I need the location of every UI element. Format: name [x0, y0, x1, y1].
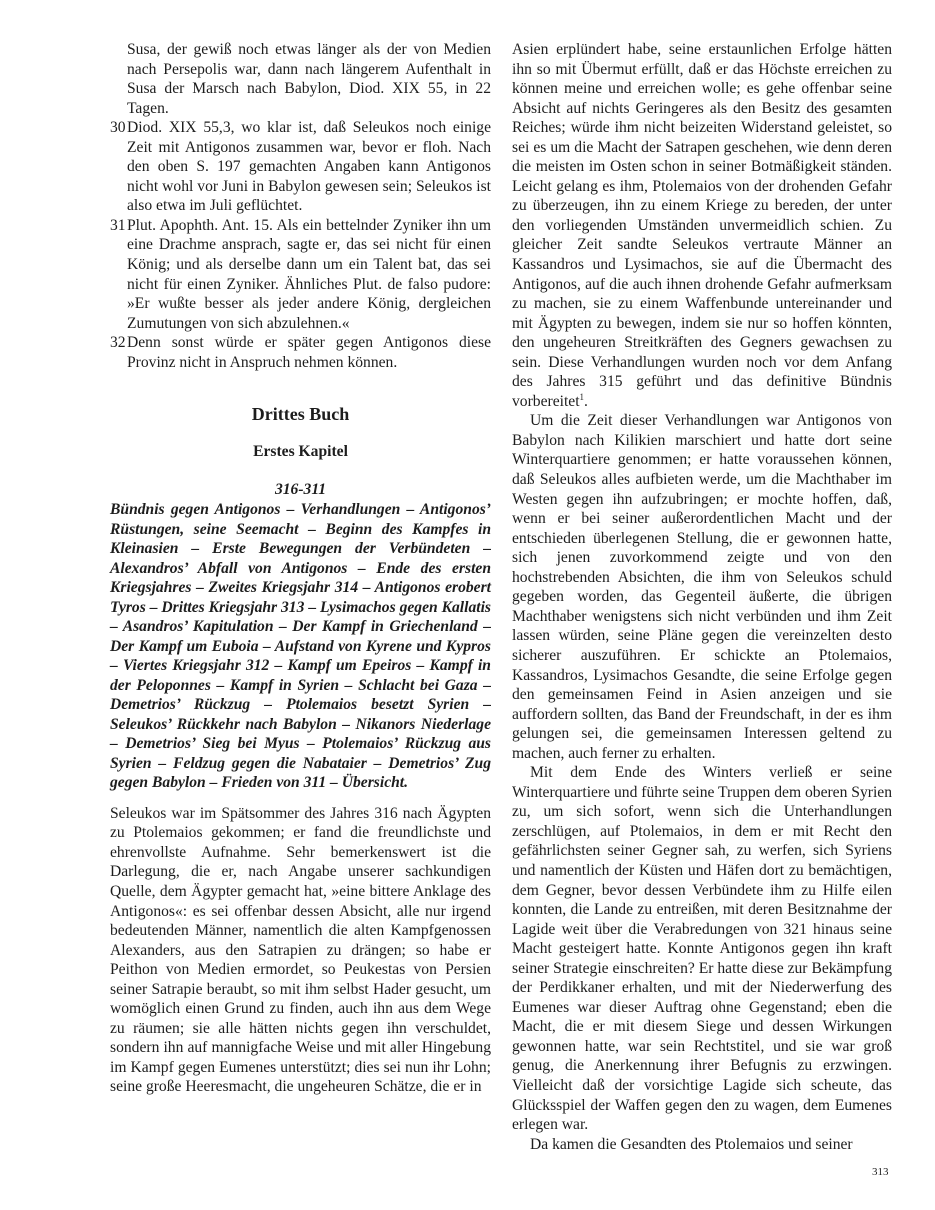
- body-paragraph: Mit dem Ende des Winters verließ er seine Winterquartiere und führte seine Truppen dem oberen Syrien zu, um sich sofort, wenn sich die Unterhandlungen zerschlügen, auf Ptolemaios, in dem er mit Recht den gefährlichsten seiner Gegner sah, zu werfen, sich Syriens und namentlich der Küsten und Häfen dort zu bemächtigen, dem Gegner, bevor dessen Verbündete ihm zu Hilfe eilen konnten, die Lande zu entreißen, mit deren Besitznahme der Lagide weit über die Verabredungen von 321 hinaus seine Macht gesteigert hatte. Konnte Antigonos gegen ihn kraft seiner Strategie einschreiten? Er hatte diese zur Bekämpfung der Perdikkaner erhalten, und mit der Niederwerfung des Eumenes war dieser Auftrag ohne Gegenstand; eben die Macht, die er mit diesem Siege und dessen Wirkungen gewonnen hatte, war sein Rechtstitel, und sie war groß genug, die Anerkennung ihrer Befugnis zu erzwingen. Vielleicht daß der vorsichtige Lagide sich scheute, das Glücksspiel der Waffen gegen den zu wagen, dem Eumenes erlegen war.: [512, 764, 893, 1134]
- chapter-title: Erstes Kapitel: [253, 443, 348, 461]
- left-column: [110, 40, 491, 1097]
- footnote-continuation: Susa, der gewiß noch etwas länger als der von Medien nach Persepolis war, dann nach längerem Aufenthalt in Susa der Marsch nach Babylon, Diod. XIX 55, in 22 Tagen.: [127, 41, 491, 117]
- paragraph-end: .: [584, 392, 588, 410]
- footnote-31: [110, 216, 491, 333]
- footnote-text: Denn sonst würde er später gegen Antigonos diese Provinz nicht in Anspruch nehmen können.: [127, 334, 491, 371]
- footnote-reference: 1: [579, 391, 585, 402]
- body-paragraph: Seleukos war im Spätsommer des Jahres 316 nach Ägypten zu Ptolemaios gekommen; er fand die freundlichste und ehrenvollste Aufnahme. Sehr bemerkenswert ist die Darlegung, die er, nach Angabe unserer sachkundigen Quelle, dem Ägypter gemacht hat, »eine bittere Anklage des Antigonos«: es sei offenbar dessen Absicht, alle nur irgend bedeutenden Männer, namentlich die alten Kampfgenossen Alexanders, aus den Satrapien zu drängen; so habe er Peithon von Medien ermordet, so Peukestas von Persien seiner Satrapie beraubt, so mit ihm selbst Hader gesucht, um womöglich einen Grund zu finden, auch ihn aus dem Wege zu räumen; sie alle hätten nichts gegen ihn verschuldet, sondern ihn auf mannigfache Weise und mit aller Hingebung im Kampf gegen Eumenes unterstützt; dies sei nun ihr Lohn; seine große Heeresmacht, die ungeheuren Schätze, die er in: [110, 804, 491, 1096]
- body-paragraph: [512, 40, 892, 411]
- body-paragraph: Um die Zeit dieser Verhandlungen war Antigonos von Babylon nach Kilikien marschiert und hatte dort seine Winterquartiere genommen; er hatte voraussehen können, daß Seleukos alles aufbieten werde, um die Machthaber im Westen gegen ihn aufzubringen; er mochte hoffen, daß, wenn er bei seiner außerordentlichen Macht und der entschieden überlegenen Stellung, die er gewonnen hatte, sich jenen zuvorkommend zeigte und von den hochstrebenden Absichten, die ihm von Seleukos schuld gegeben worden, das Gegenteil äußerte, die übrigen Machthaber wenigstens sich nicht verbünden und ihm Zeit lassen würden, seine Pläne gegen die vereinzelten desto sicherer auszuführen. Er schickte an Ptolemaios, Kassandros, Lysimachos Gesandte, die seine Erfolge gegen den gemeinsamen Feind in Asien anzeigen und sie auffordern sollten, das Band der Freundschaft, in der es ihm gelungen sei, die gemeinsamen Interessen geltend zu machen, auch ferner zu erhalten.: [512, 412, 892, 762]
- footnote-32: [110, 333, 491, 372]
- chapter-summary: Bündnis gegen Antigonos – Verhandlungen – Antigonos’ Rüstungen, seine Seemacht – Beginn des Kampfes in Kleinasien – Erste Bewegungen der Verbündeten – Alexandros’ Abfall von Antigonos – Ende des ersten Kriegsjahres – Zweites Kriegsjahr 314 – Antigonos erobert Tyros – Drittes Kriegsjahr 313 – Lysimachos gegen Kallatis – Asandros’ Kapitulation – Der Kampf in Griechenland – Der Kampf um Euboia – Aufstand von Kyrene und Kypros – Viertes Kriegsjahr 312 – Kampf um Epeiros – Kampf in der Peloponnes – Kampf in Syrien – Schlacht bei Gaza – Demetrios’ Rückzug – Ptolemaios besetzt Syrien – Seleukos’ Rückkehr nach Babylon – Nikanors Niederlage – Demetrios’ Sieg bei Myus – Ptolemaios’ Rückzug aus Syrien – Feldzug gegen die Nabataier – Demetrios’ Zug gegen Babylon – Frieden von 311 – Übersicht.: [110, 501, 491, 792]
- footnote-number: 31: [110, 216, 126, 234]
- body-paragraph: Da kamen die Gesandten des Ptolemaios und seiner: [530, 1135, 853, 1153]
- footnote-text: Plut. Apophth. Ant. 15. Als ein bettelnder Zyniker ihn um eine Drachme ansprach, sagte er, das sei nicht für einen König; und als derselbe dann um ein Talent bat, das sei nicht für einen Zyniker. Ähnliches Plut. de falso pudore: »Er wußte besser als jeder andere König, dergleichen Zumutungen von sich abzulehnen.«: [127, 216, 491, 332]
- footnote-30: [110, 118, 491, 216]
- paragraph-text: Asien erplündert habe, seine erstaunlichen Erfolge hätten ihn so mit Übermut erfüllt, daß er das Höchste erreichen zu können meine und erreichen wolle; es gehe offenbar seine Absicht auf nichts Geringeres als den Besitz des gesamten Reiches; würde ihm nicht beizeiten Widerstand geleistet, so sei es um die Macht der Satrapen geschehen, wie denn deren die meisten im Osten schon in seiner Botmäßigkeit ständen. Leicht gelang es ihm, Ptolemaios von der drohenden Gefahr zu überzeugen, ihn zu einem Kriege zu bereden, der unter den vorliegenden Umständen unvermeidlich schien. Zu gleicher Zeit sandte Seleukos vertraute Männer an Kassandros und Lysimachos, sie auf die Übermacht des Antigonos, auf die auch ihnen drohende Gefahr aufmerksam zu machen, sie zu einem Waffenbunde untereinander und mit Ägypten zu bewegen, indem sie nur so hoffen könnten, den ungeheuren Streitkräften des Gegners gewachsen zu sein. Diese Verhandlungen wurden noch vor dem Anfang des Jahres 315 geführt und das definitive Bündnis vorbereitet: [512, 41, 892, 410]
- book-title: Drittes Buch: [251, 404, 350, 425]
- footnote-number: 32: [110, 334, 126, 352]
- footnote-number: 30: [110, 119, 126, 137]
- chapter-years: 316-311: [274, 481, 327, 499]
- right-column: [512, 40, 892, 1154]
- footnote-text: Diod. XIX 55,3, wo klar ist, daß Seleukos noch einige Zeit mit Antigonos zusammen war, bevor er floh. Nach den oben S. 197 gemachten Angaben kann Antigonos nicht wohl vor Juni in Babylon gewesen sein; Seleukos ist also etwa im Juli geflüchtet.: [127, 119, 491, 215]
- page-number: 313: [872, 1166, 889, 1178]
